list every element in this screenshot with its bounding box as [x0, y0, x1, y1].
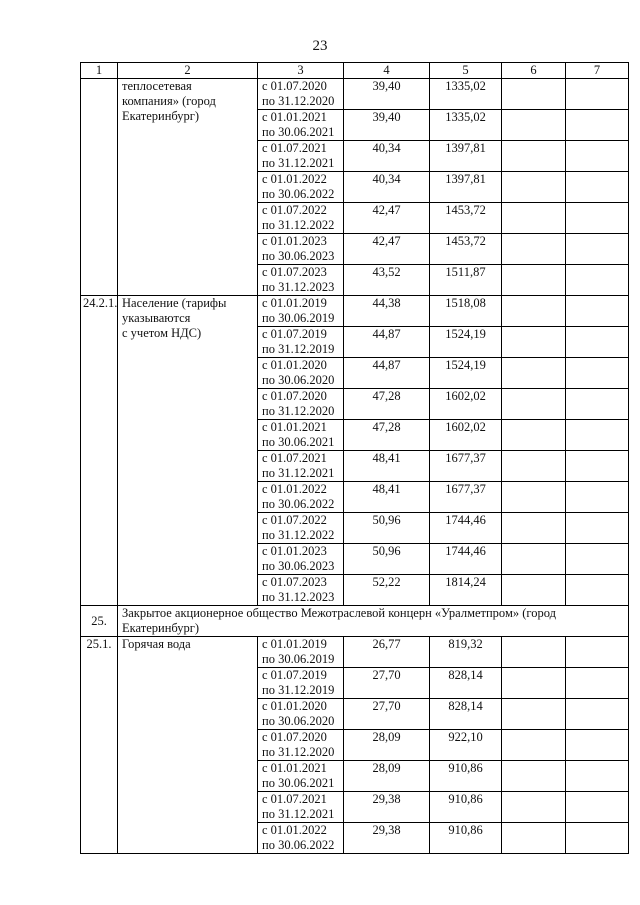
- tariff-value: 1335,02: [430, 110, 502, 141]
- component-value: 39,40: [344, 110, 430, 141]
- empty-cell: [566, 637, 629, 668]
- period-end: по 31.12.2022: [262, 528, 335, 542]
- empty-cell: [502, 389, 566, 420]
- period-cell: [258, 172, 344, 203]
- period-cell: [258, 296, 344, 327]
- empty-cell: [502, 730, 566, 761]
- empty-cell: [502, 544, 566, 575]
- component-value: 47,28: [344, 389, 430, 420]
- component-value: 40,34: [344, 172, 430, 203]
- tariff-value: 1677,37: [430, 482, 502, 513]
- empty-cell: [502, 668, 566, 699]
- period-end: по 31.12.2019: [262, 683, 335, 697]
- period-cell: [258, 203, 344, 234]
- column-header: 2: [118, 63, 258, 79]
- period-end: по 30.06.2021: [262, 125, 335, 139]
- tariff-value: 1511,87: [430, 265, 502, 296]
- column-header: 7: [566, 63, 629, 79]
- period-start: с 01.01.2021: [262, 761, 327, 775]
- empty-cell: [502, 327, 566, 358]
- component-value: 50,96: [344, 513, 430, 544]
- period-end: по 30.06.2021: [262, 435, 335, 449]
- component-value: 43,52: [344, 265, 430, 296]
- tariff-value: 1744,46: [430, 544, 502, 575]
- period-start: с 01.07.2021: [262, 792, 327, 806]
- tariff-value: 1814,24: [430, 575, 502, 606]
- period-start: с 01.01.2021: [262, 110, 327, 124]
- empty-cell: [566, 296, 629, 327]
- empty-cell: [502, 823, 566, 854]
- component-value: 47,28: [344, 420, 430, 451]
- period-end: по 30.06.2021: [262, 776, 335, 790]
- tariff-value: 1397,81: [430, 172, 502, 203]
- period-end: по 30.06.2023: [262, 249, 335, 263]
- tariff-value: 819,32: [430, 637, 502, 668]
- empty-cell: [502, 234, 566, 265]
- period-start: с 01.07.2021: [262, 451, 327, 465]
- table-row: [81, 79, 629, 110]
- component-value: 44,87: [344, 358, 430, 389]
- empty-cell: [566, 110, 629, 141]
- period-end: по 31.12.2023: [262, 280, 335, 294]
- period-start: с 01.07.2022: [262, 513, 327, 527]
- empty-cell: [502, 482, 566, 513]
- period-cell: [258, 544, 344, 575]
- empty-cell: [566, 451, 629, 482]
- period-end: по 31.12.2020: [262, 94, 335, 108]
- page-number: 23: [312, 38, 328, 54]
- period-cell: [258, 823, 344, 854]
- period-end: по 30.06.2019: [262, 311, 335, 325]
- period-start: с 01.07.2023: [262, 575, 327, 589]
- period-cell: [258, 482, 344, 513]
- component-value: 44,38: [344, 296, 430, 327]
- table-row: [81, 637, 629, 668]
- consumer-name-line: с учетом НДС): [122, 326, 202, 340]
- period-start: с 01.07.2023: [262, 265, 327, 279]
- empty-cell: [502, 792, 566, 823]
- empty-cell: [502, 296, 566, 327]
- tariff-value: 922,10: [430, 730, 502, 761]
- period-cell: [258, 141, 344, 172]
- empty-cell: [566, 761, 629, 792]
- component-value: 52,22: [344, 575, 430, 606]
- period-cell: [258, 358, 344, 389]
- empty-cell: [566, 358, 629, 389]
- period-start: с 01.01.2022: [262, 823, 327, 837]
- tariff-value: 1602,02: [430, 389, 502, 420]
- component-value: 50,96: [344, 544, 430, 575]
- tariff-value: 1397,81: [430, 141, 502, 172]
- period-cell: [258, 668, 344, 699]
- period-start: с 01.07.2020: [262, 730, 327, 744]
- table-row: [81, 296, 629, 327]
- organization-title: Закрытое акционерное общество Межотраслевой концерн «Уралметпром» (город Екатеринбург): [118, 606, 629, 637]
- period-cell: [258, 265, 344, 296]
- period-start: с 01.01.2019: [262, 637, 327, 651]
- empty-cell: [502, 451, 566, 482]
- period-start: с 01.01.2023: [262, 544, 327, 558]
- period-end: по 31.12.2021: [262, 466, 335, 480]
- component-value: 28,09: [344, 730, 430, 761]
- consumer-name-line: Население (тарифы: [122, 296, 227, 310]
- tariff-value: 910,86: [430, 761, 502, 792]
- tariff-value: 1677,37: [430, 451, 502, 482]
- empty-cell: [566, 699, 629, 730]
- component-value: 48,41: [344, 451, 430, 482]
- period-end: по 30.06.2022: [262, 497, 335, 511]
- empty-cell: [502, 761, 566, 792]
- period-start: с 01.07.2020: [262, 389, 327, 403]
- period-start: с 01.07.2020: [262, 79, 327, 93]
- empty-cell: [502, 699, 566, 730]
- period-cell: [258, 637, 344, 668]
- period-end: по 31.12.2022: [262, 218, 335, 232]
- column-header: 6: [502, 63, 566, 79]
- component-value: 48,41: [344, 482, 430, 513]
- period-end: по 30.06.2022: [262, 187, 335, 201]
- row-number: 25.1.: [81, 637, 118, 854]
- empty-cell: [502, 265, 566, 296]
- period-end: по 31.12.2020: [262, 404, 335, 418]
- period-start: с 01.01.2020: [262, 699, 327, 713]
- component-value: 28,09: [344, 761, 430, 792]
- empty-cell: [566, 141, 629, 172]
- period-start: с 01.01.2022: [262, 172, 327, 186]
- period-end: по 30.06.2020: [262, 714, 335, 728]
- empty-cell: [566, 823, 629, 854]
- empty-cell: [502, 172, 566, 203]
- consumer-name: [118, 79, 258, 296]
- empty-cell: [502, 513, 566, 544]
- period-cell: [258, 575, 344, 606]
- period-end: по 31.12.2021: [262, 807, 335, 821]
- empty-cell: [502, 420, 566, 451]
- empty-cell: [502, 637, 566, 668]
- consumer-name-line: Горячая вода: [122, 637, 191, 651]
- tariff-table: [80, 62, 629, 854]
- component-value: 26,77: [344, 637, 430, 668]
- row-number: [81, 79, 118, 296]
- tariff-value: 828,14: [430, 668, 502, 699]
- column-header: 4: [344, 63, 430, 79]
- tariff-value: 1453,72: [430, 234, 502, 265]
- period-start: с 01.01.2023: [262, 234, 327, 248]
- component-value: 27,70: [344, 699, 430, 730]
- component-value: 40,34: [344, 141, 430, 172]
- period-cell: [258, 730, 344, 761]
- period-cell: [258, 451, 344, 482]
- component-value: 39,40: [344, 79, 430, 110]
- empty-cell: [502, 203, 566, 234]
- empty-cell: [566, 575, 629, 606]
- empty-cell: [566, 792, 629, 823]
- period-start: с 01.01.2022: [262, 482, 327, 496]
- period-start: с 01.07.2019: [262, 668, 327, 682]
- period-cell: [258, 420, 344, 451]
- org-row: [81, 606, 629, 637]
- empty-cell: [566, 234, 629, 265]
- tariff-value: 828,14: [430, 699, 502, 730]
- period-end: по 30.06.2022: [262, 838, 335, 852]
- empty-cell: [566, 265, 629, 296]
- consumer-name: [118, 296, 258, 606]
- header-row: [81, 63, 629, 79]
- empty-cell: [502, 79, 566, 110]
- tariff-value: 1518,08: [430, 296, 502, 327]
- period-end: по 30.06.2023: [262, 559, 335, 573]
- period-start: с 01.01.2019: [262, 296, 327, 310]
- tariff-value: 1524,19: [430, 327, 502, 358]
- period-start: с 01.07.2019: [262, 327, 327, 341]
- empty-cell: [566, 668, 629, 699]
- empty-cell: [566, 482, 629, 513]
- period-start: с 01.07.2022: [262, 203, 327, 217]
- consumer-name-line: компания» (город: [122, 94, 216, 108]
- period-cell: [258, 792, 344, 823]
- column-header: 1: [81, 63, 118, 79]
- empty-cell: [566, 327, 629, 358]
- component-value: 29,38: [344, 792, 430, 823]
- consumer-name-line: теплосетевая: [122, 79, 192, 93]
- period-start: с 01.01.2020: [262, 358, 327, 372]
- tariff-value: 1602,02: [430, 420, 502, 451]
- empty-cell: [502, 575, 566, 606]
- period-cell: [258, 761, 344, 792]
- empty-cell: [566, 544, 629, 575]
- period-cell: [258, 389, 344, 420]
- empty-cell: [566, 79, 629, 110]
- empty-cell: [566, 172, 629, 203]
- period-cell: [258, 79, 344, 110]
- consumer-name-line: Екатеринбург): [122, 109, 200, 123]
- component-value: 42,47: [344, 203, 430, 234]
- row-number: 24.2.1.: [81, 296, 118, 606]
- empty-cell: [566, 203, 629, 234]
- tariff-value: 1524,19: [430, 358, 502, 389]
- period-end: по 31.12.2020: [262, 745, 335, 759]
- period-end: по 30.06.2019: [262, 652, 335, 666]
- period-end: по 31.12.2023: [262, 590, 335, 604]
- empty-cell: [502, 358, 566, 389]
- component-value: 27,70: [344, 668, 430, 699]
- component-value: 42,47: [344, 234, 430, 265]
- period-cell: [258, 234, 344, 265]
- period-start: с 01.01.2021: [262, 420, 327, 434]
- component-value: 29,38: [344, 823, 430, 854]
- period-end: по 31.12.2021: [262, 156, 335, 170]
- empty-cell: [566, 730, 629, 761]
- column-header: 5: [430, 63, 502, 79]
- period-cell: [258, 699, 344, 730]
- component-value: 44,87: [344, 327, 430, 358]
- tariff-value: 1744,46: [430, 513, 502, 544]
- tariff-value: 1453,72: [430, 203, 502, 234]
- empty-cell: [502, 141, 566, 172]
- column-header: 3: [258, 63, 344, 79]
- period-cell: [258, 110, 344, 141]
- empty-cell: [502, 110, 566, 141]
- period-start: с 01.07.2021: [262, 141, 327, 155]
- period-cell: [258, 513, 344, 544]
- empty-cell: [566, 513, 629, 544]
- tariff-value: 910,86: [430, 823, 502, 854]
- tariff-value: 910,86: [430, 792, 502, 823]
- empty-cell: [566, 389, 629, 420]
- tariff-value: 1335,02: [430, 79, 502, 110]
- row-number: 25.: [81, 606, 118, 637]
- period-end: по 30.06.2020: [262, 373, 335, 387]
- empty-cell: [566, 420, 629, 451]
- period-end: по 31.12.2019: [262, 342, 335, 356]
- period-cell: [258, 327, 344, 358]
- consumer-name: [118, 637, 258, 854]
- consumer-name-line: указываются: [122, 311, 191, 325]
